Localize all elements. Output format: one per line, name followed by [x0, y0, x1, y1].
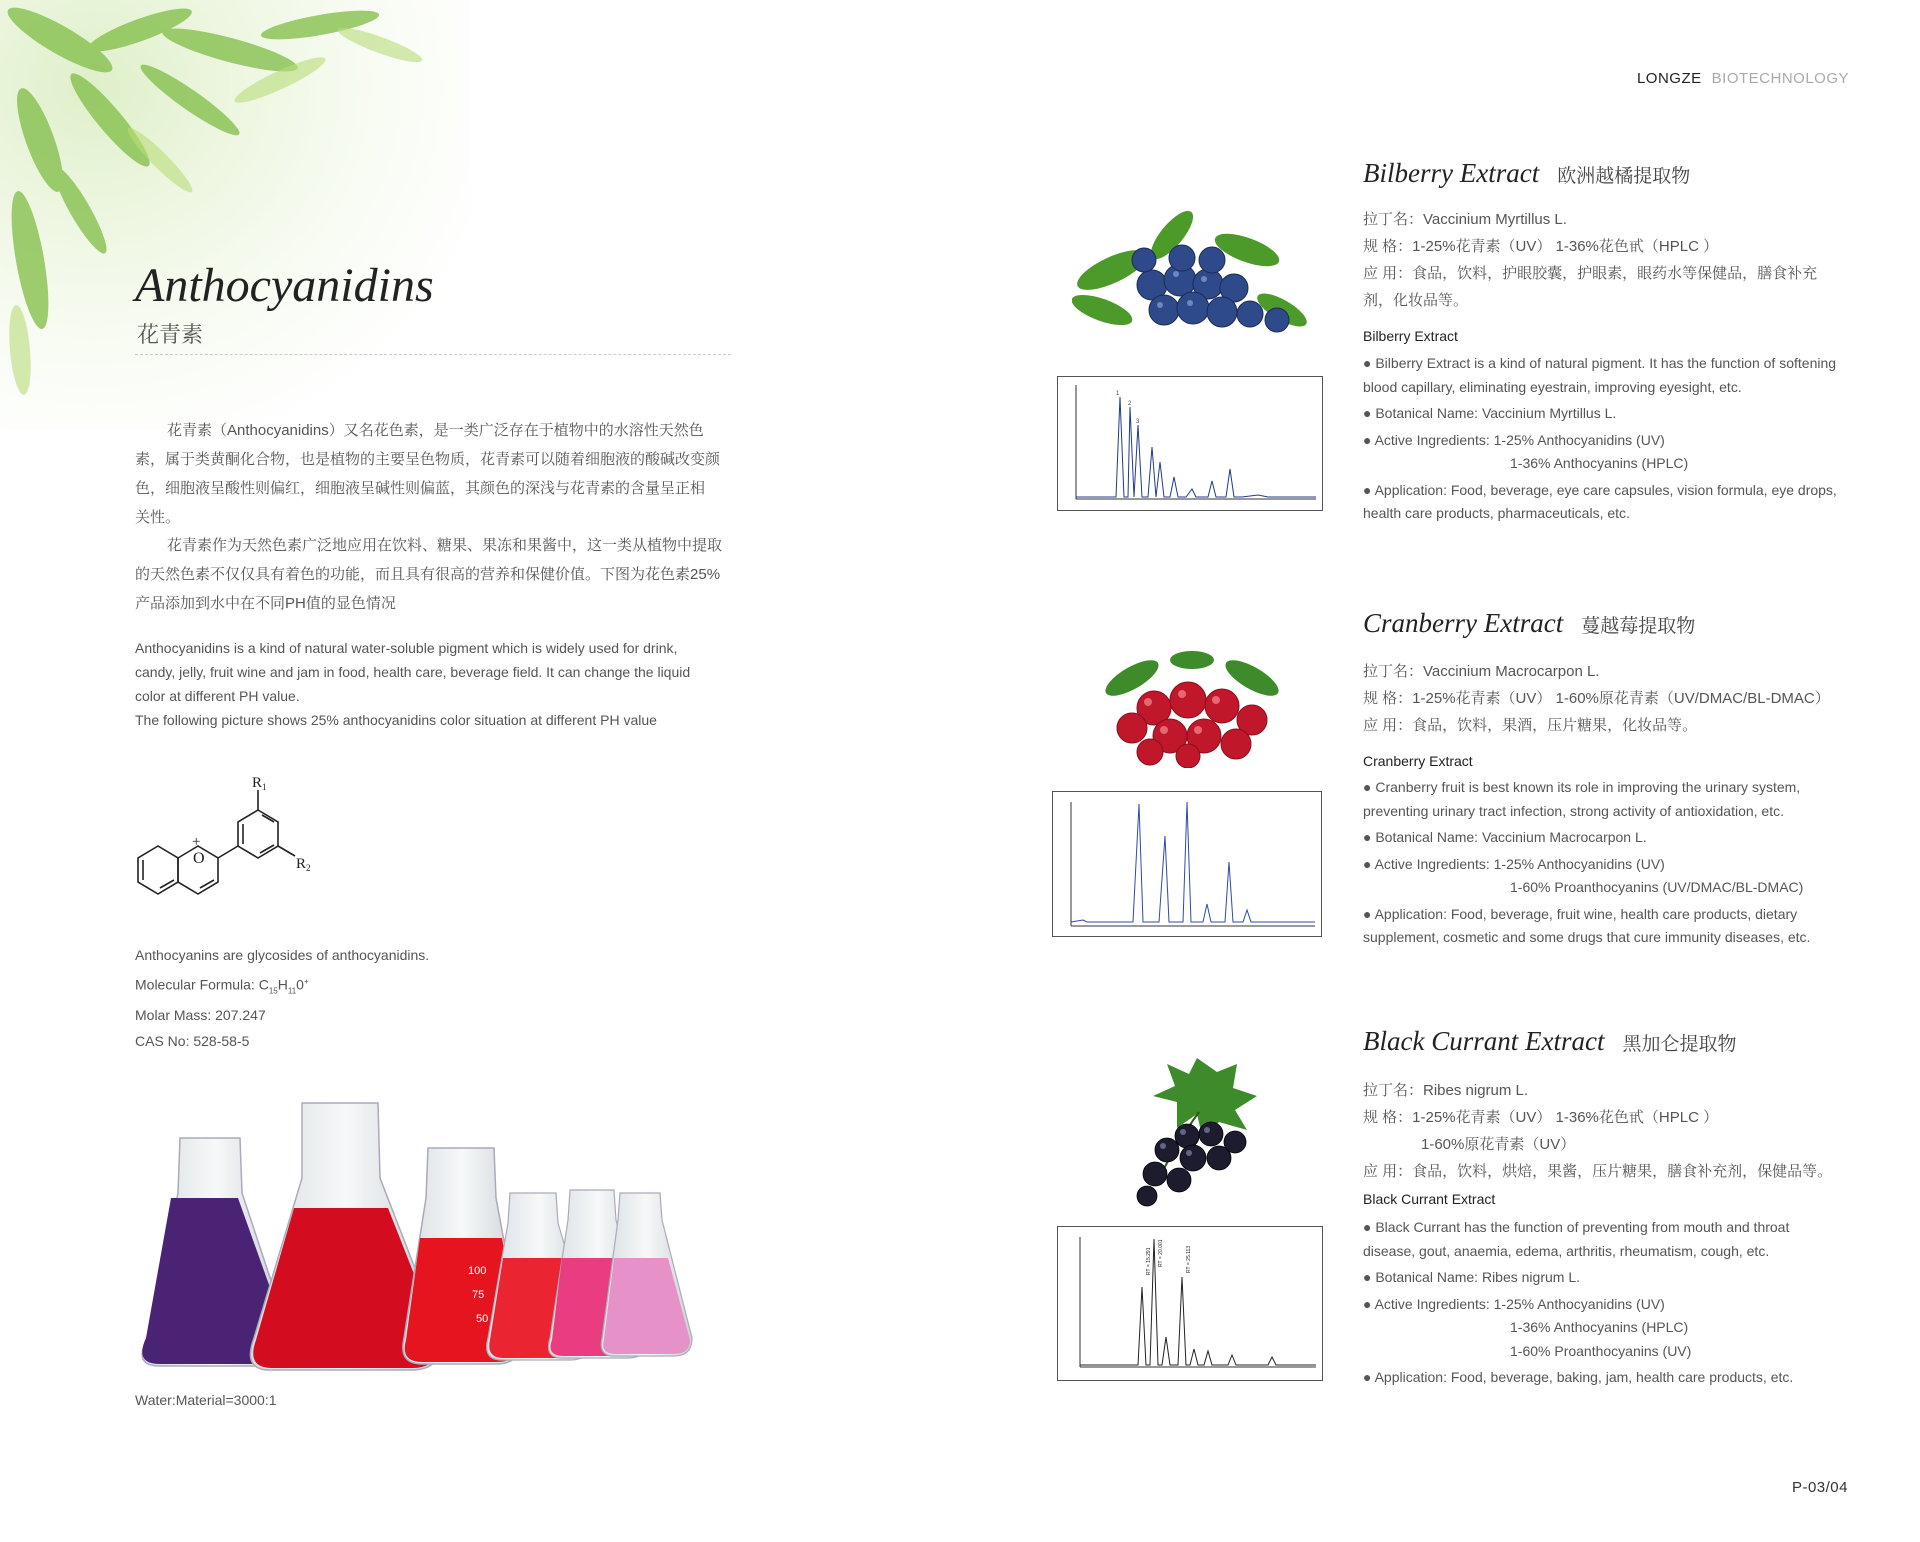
text-line: 规 格：1-25%花青素（UV） 1-36%花色甙（HPLC ） — [1363, 1109, 1719, 1126]
anthocyanidin-structure — [130, 770, 360, 930]
beaker-mark-50: 50 — [476, 1313, 489, 1325]
molecular-formula: Molecular Formula: $C_{15}H_{11}0^+$ — [135, 976, 309, 995]
intro-zh-paragraph-1 — [135, 416, 735, 532]
molecule-info — [135, 943, 429, 1054]
text-line: 素，属于类黄酮化合物，也是植物的主要呈色物质，花青素可以随着细胞液的酸碱改变颜 — [135, 451, 721, 468]
text-line: 剂，化妆品等。 — [1363, 292, 1469, 309]
text-line: 应 用：食品，饮料，护眼胶囊，护眼素，眼药水等保健品，膳食补充 — [1363, 265, 1818, 282]
text-line: 的天然色素不仅仅具有着色的功能，而且具有很高的营养和保健价值。下图为花色素25% — [135, 566, 721, 583]
svg-text:RT = 20.001: RT = 20.001 — [1158, 1239, 1164, 1267]
page-subtitle: 花青素 — [137, 322, 204, 347]
molar-mass: Molar Mass: 207.247 — [135, 1007, 266, 1024]
text-line: ● Application: Food, beverage, baking, jam, health care products, etc. — [1363, 1369, 1794, 1385]
text-line: ● Black Currant has the function of preventing from mouth and throat — [1363, 1219, 1790, 1235]
text-line: ● Botanical Name: Ribes nigrum L. — [1363, 1269, 1580, 1285]
text-line: ● Application: Food, beverage, fruit wine, health care products, dietary — [1363, 905, 1798, 922]
intro-zh-paragraph-2 — [135, 531, 735, 618]
text-line: preventing urinary tract infection, strong activity of antioxidation, etc. — [1363, 802, 1784, 819]
page-number: P-03/04 — [1791, 1479, 1848, 1496]
cranberry-en-desc — [1363, 776, 1853, 950]
text-line: 规 格：1-25%花青素（UV） 1-36%花色甙（HPLC ） — [1363, 238, 1719, 255]
text-line: 拉丁名：Vaccinium Myrtillus L. — [1363, 211, 1567, 228]
text-line: disease, gout, anaemia, edema, arthritis, rheumatism, cough, etc. — [1363, 1242, 1770, 1259]
black-currant-title-zh: 黑加仑提取物 — [1622, 1034, 1737, 1055]
bilberry-en-label: Bilberry Extract — [1363, 328, 1458, 344]
text-line: ● Botanical Name: Vaccinium Macrocarpon L. — [1363, 829, 1647, 845]
text-line: blood capillary, eliminating eyestrain, improving eyesight, etc. — [1363, 378, 1742, 395]
text-line: ● Active Ingredients: 1-25% Anthocyanidins (UV) — [1363, 431, 1665, 448]
beaker-mark-75: 75 — [472, 1289, 485, 1301]
text-line: 1-60%原花青素（UV） — [1421, 1136, 1576, 1153]
text-line: ● Cranberry fruit is best known its role in improving the urinary system, — [1363, 779, 1801, 795]
text-line: 花青素（Anthocyanidins）又名花色素，是一类广泛存在于植物中的水溶性天然色 — [167, 422, 704, 439]
cranberry-image — [1092, 648, 1292, 768]
black-currant-en-label: Black Currant Extract — [1363, 1191, 1496, 1207]
text-line: 1-36% Anthocyanins (HPLC) — [1510, 1319, 1689, 1335]
text-line: candy, jelly, fruit wine and jam in food, health care, beverage field. It can change the liquid — [135, 664, 691, 680]
text-line: 1-36% Anthocyanins (HPLC) — [1510, 455, 1689, 471]
flasks-image — [130, 1098, 730, 1380]
chromatogram — [1058, 1227, 1322, 1380]
bilberry-image — [1072, 210, 1312, 350]
text-line: color at different PH value. — [135, 688, 300, 704]
bilberry-en-desc — [1363, 352, 1853, 526]
text-line: 拉丁名：Ribes nigrum L. — [1363, 1082, 1529, 1099]
text-line: Anthocyanidins is a kind of natural water-soluble pigment which is widely used for drink, — [135, 640, 678, 656]
cranberry-zh-spec — [1363, 658, 1830, 739]
text-line: 应 用：食品，饮料，果酒，压片糖果，化妆品等。 — [1363, 717, 1698, 734]
cranberry-title-en: Cranberry Extract — [1363, 608, 1564, 638]
charge-label: + — [192, 834, 201, 850]
bilberry-title-en: Bilberry Extract — [1363, 158, 1540, 188]
chromatogram — [1058, 377, 1322, 510]
text-line: ● Active Ingredients: 1-25% Anthocyanidins (UV) — [1363, 1295, 1665, 1312]
water-material-ratio: Water:Material=3000:1 — [135, 1392, 277, 1408]
oxygen-label: O — [193, 850, 205, 867]
black-currant-title — [1363, 1026, 1736, 1057]
text-line: ● Application: Food, beverage, eye care capsules, vision formula, eye drops, — [1363, 481, 1837, 498]
page-title: Anthocyanidins — [135, 259, 434, 312]
black-currant-title-en: Black Currant Extract — [1363, 1026, 1605, 1056]
text-line: 1-60% Proanthocyanins (UV/DMAC/BL-DMAC) — [1510, 879, 1804, 895]
bilberry-title — [1363, 158, 1690, 189]
r1-label: $R_1$ — [252, 775, 267, 792]
cranberry-chromatogram — [1052, 791, 1322, 937]
beaker-mark-100: 100 — [468, 1265, 487, 1277]
text-line: supplement, cosmetic and some drugs that cure immunity diseases, etc. — [1363, 929, 1811, 945]
bilberry-zh-spec — [1363, 206, 1817, 314]
svg-text:2: 2 — [1128, 401, 1132, 407]
svg-text:RT = 25.113: RT = 25.113 — [1186, 1245, 1192, 1273]
svg-text:1: 1 — [1116, 391, 1120, 397]
cranberry-title-zh: 蔓越莓提取物 — [1581, 616, 1696, 637]
bilberry-chromatogram — [1057, 376, 1323, 511]
black-currant-zh-spec — [1363, 1077, 1832, 1185]
bilberry-title-zh: 欧洲越橘提取物 — [1557, 166, 1691, 187]
text-line: The following picture shows 25% anthocyanidins color situation at different PH value — [135, 712, 657, 728]
text-line: ● Bilberry Extract is a kind of natural pigment. It has the function of softening — [1363, 355, 1837, 371]
text-line: ● Botanical Name: Vaccinium Myrtillus L. — [1363, 405, 1617, 421]
black-currant-image — [1107, 1052, 1287, 1212]
text-line: 花青素作为天然色素广泛地应用在饮料、糖果、果冻和果酱中，这一类从植物中提取 — [167, 537, 723, 554]
brand-header — [1637, 70, 1849, 87]
leaf-decoration — [0, 0, 470, 430]
text-line: 色，细胞液呈酸性则偏红，细胞液呈碱性则偏蓝，其颜色的深浅与花青素的含量呈正相 — [135, 480, 706, 497]
text-line: 关性。 — [135, 509, 181, 526]
brand-name: LONGZE — [1636, 70, 1702, 87]
text-line: 应 用：食品，饮料，烘焙，果酱，压片糖果，膳食补充剂，保健品等。 — [1363, 1163, 1833, 1180]
chromatogram — [1053, 792, 1321, 936]
svg-text:RT = 15.291: RT = 15.291 — [1146, 1247, 1152, 1275]
cranberry-en-label: Cranberry Extract — [1363, 753, 1473, 769]
intro-en-paragraph — [135, 636, 735, 732]
cranberry-title — [1363, 608, 1695, 639]
text-line: 拉丁名：Vaccinium Macrocarpon L. — [1363, 663, 1600, 680]
cas-number: CAS No: 528-58-5 — [135, 1032, 250, 1049]
text-line: 1-60% Proanthocyanins (UV) — [1510, 1342, 1692, 1359]
glycoside-note: Anthocyanins are glycosides of anthocyanidins. — [135, 947, 430, 963]
black-currant-chromatogram — [1057, 1226, 1323, 1381]
black-currant-en-desc — [1363, 1216, 1853, 1390]
text-line: 产品添加到水中在不同PH值的显色情况 — [135, 595, 396, 612]
svg-text:3: 3 — [1136, 419, 1140, 425]
title-divider — [135, 354, 731, 355]
r2-label: $R_2$ — [296, 856, 311, 873]
text-line: health care products, pharmaceuticals, etc. — [1363, 505, 1630, 521]
text-line: ● Active Ingredients: 1-25% Anthocyanidins (UV) — [1363, 855, 1665, 872]
brand-sub: BIOTECHNOLOGY — [1711, 70, 1849, 87]
text-line: 规 格：1-25%花青素（UV） 1-60%原花青素（UV/DMAC/BL-DMAC） — [1363, 690, 1830, 707]
